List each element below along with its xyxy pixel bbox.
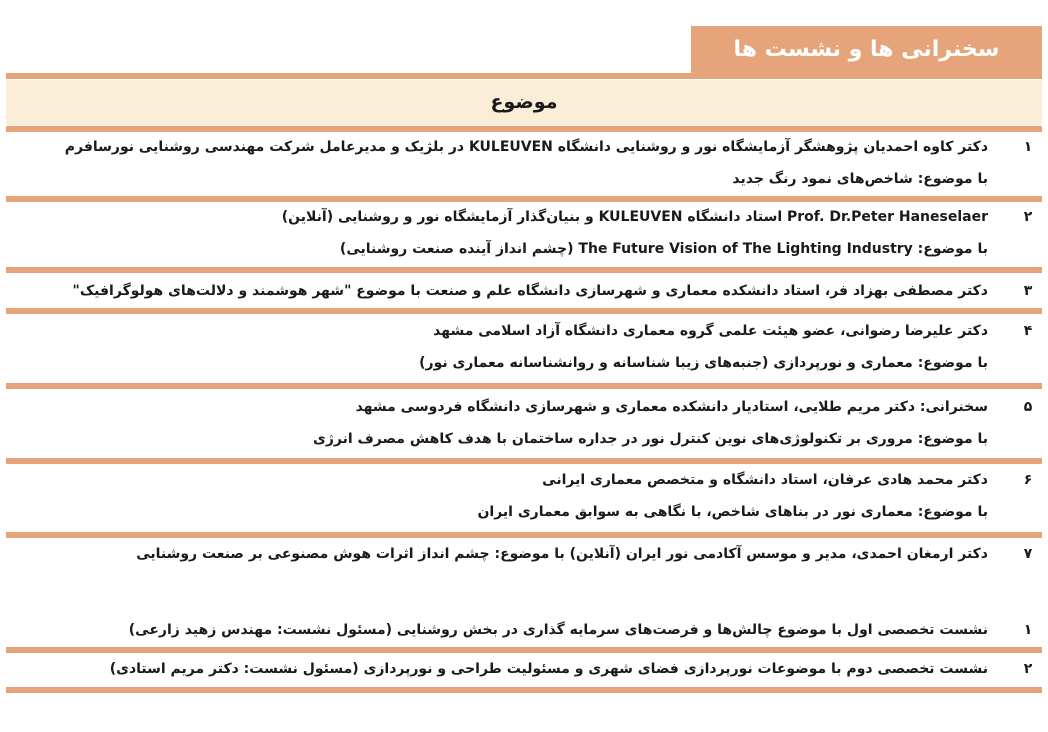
row-number: ۲	[1023, 661, 1033, 677]
lecture-speaker: دکتر علیرضا رضوانی، عضو هیئت علمی گروه معماری دانشگاه آزاد اسلامی مشهد	[433, 323, 988, 339]
row-number: ۳	[1023, 283, 1033, 299]
lecture-row-4	[6, 318, 1042, 376]
row-number: ۱	[1023, 139, 1033, 155]
lecture-row-2	[6, 204, 1042, 262]
row-number: ۵	[1023, 399, 1033, 415]
lecture-row-3	[6, 278, 1042, 306]
row-number: ۶	[1023, 472, 1033, 488]
lecture-speaker: دکتر ارمغان احمدی، مدیر و موسس آکادمی نور ایران (آنلاین) با موضوع: چشم انداز اثرات هوش مصنوعی بر صنعت روشنایی	[136, 546, 988, 562]
session-title: نشست تخصصی اول با موضوع چالش‌ها و فرصت‌های سرمایه گذاری در بخش روشنایی (مسئول نشست: مهندس زهید زارعی)	[128, 622, 988, 638]
divider	[6, 126, 1042, 132]
page-title: سخنرانی ها و نشست ها	[691, 26, 1042, 73]
divider	[6, 458, 1042, 464]
session-row-2	[6, 656, 1042, 684]
lecture-speaker: سخنرانی: دکتر مریم طلایی، استادیار دانشکده معماری و شهرسازی دانشگاه فردوسی مشهد	[355, 399, 988, 415]
divider	[6, 687, 1042, 693]
title-divider	[6, 73, 1042, 79]
divider	[6, 647, 1042, 653]
lecture-row-1	[6, 134, 1042, 192]
lecture-row-7	[6, 541, 1042, 569]
session-title: نشست تخصصی دوم با موضوعات نورپردازی فضای شهری و مسئولیت طراحی و نورپردازی (مسئول نشست: دکتر مریم استادی)	[109, 661, 988, 677]
lecture-topic: با موضوع: The Future Vision of The Lighting Industry (چشم انداز آینده صنعت روشنایی)	[339, 241, 988, 257]
row-number: ۲	[1023, 209, 1033, 225]
divider	[6, 532, 1042, 538]
divider	[6, 196, 1042, 202]
divider	[6, 267, 1042, 273]
lecture-speaker: دکتر مصطفی بهزاد فر، استاد دانشکده معماری و شهرسازی دانشگاه علم و صنعت با موضوع "شهر هوشمند و دلالت‌های هولوگرافیک"	[72, 283, 988, 299]
lecture-topic: با موضوع: شاخص‌های نمود رنگ جدید	[732, 171, 988, 187]
row-number: ۷	[1023, 546, 1033, 562]
lecture-speaker: Prof. Dr.Peter Haneselaer استاد دانشگاه KULEUVEN و بنیان‌گذار آزمایشگاه نور و روشنایی (آنلاین)	[281, 209, 988, 225]
divider	[6, 308, 1042, 314]
lecture-topic: با موضوع: مروری بر تکنولوژی‌های نوین کنترل نور در جداره ساختمان با هدف کاهش مصرف انرژی	[312, 431, 988, 447]
session-row-1	[6, 617, 1042, 645]
lecture-topic: با موضوع: معماری و نورپردازی (جنبه‌های زیبا شناسانه و روانشناسانه معماری نور)	[419, 355, 988, 371]
column-header: موضوع	[6, 80, 1042, 125]
row-number: ۱	[1023, 622, 1033, 638]
lecture-row-5	[6, 394, 1042, 452]
row-number: ۴	[1023, 323, 1033, 339]
lecture-speaker: دکتر محمد هادی عرفان، استاد دانشگاه و متخصص معماری ایرانی	[542, 472, 988, 488]
lecture-topic: با موضوع: معماری نور در بناهای شاخص، با نگاهی به سوابق معماری ایران	[477, 504, 988, 520]
lecture-row-6	[6, 467, 1042, 525]
divider	[6, 383, 1042, 389]
lecture-speaker: دکتر کاوه احمدیان پژوهشگر آزمایشگاه نور و روشنایی دانشگاه KULEUVEN در بلژیک و مدیرعامل شرکت مهندسی روشنایی نورسافرم	[64, 139, 988, 155]
